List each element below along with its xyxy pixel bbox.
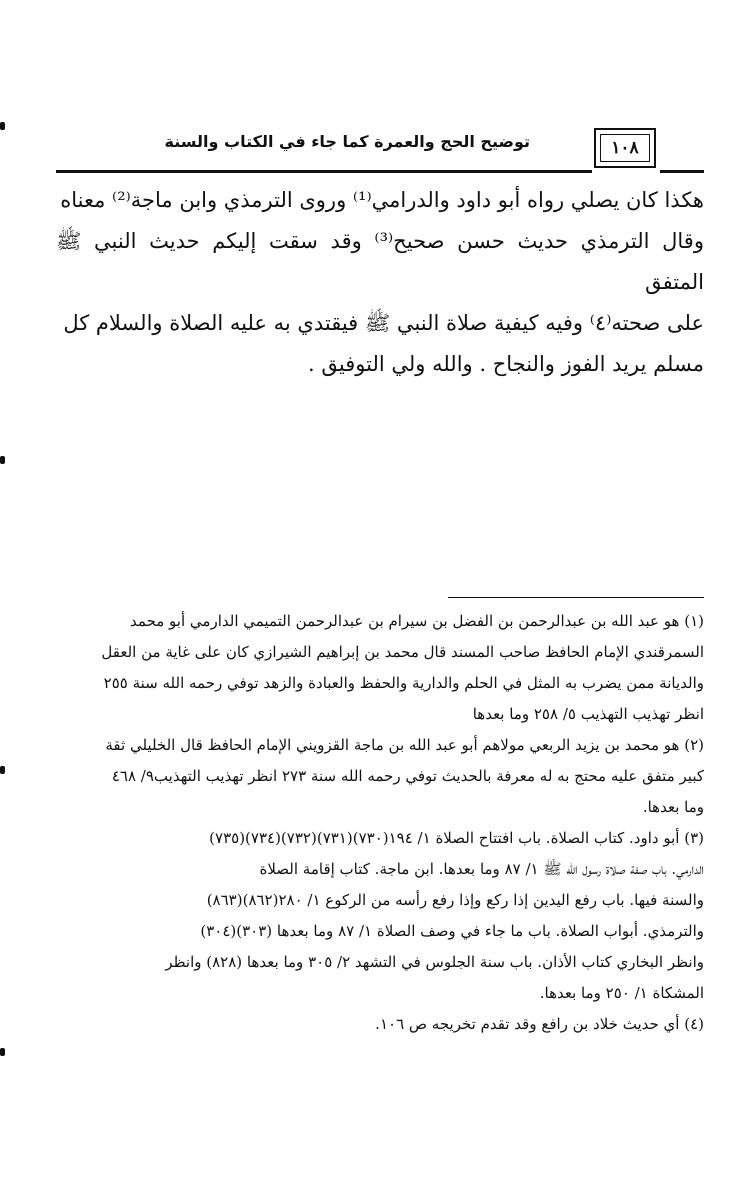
- footnote-3: [56, 823, 704, 1009]
- footnote-number: (١): [684, 612, 704, 630]
- footnote-line: السمرقندي الإمام الحافظ صاحب المسند قال محمد بن إبراهيم الشيرازي كان على غاية من العقل: [101, 643, 704, 661]
- footnote-text: أبو داود. كتاب الصلاة. باب افتتاح الصلاة ١/ ١٩٤(٧٣٠)(٧٣١)(٧٣٢)(٧٣٤)(٧٣٥): [209, 829, 680, 847]
- footnote-line: وانظر البخاري كتاب الأذان. باب سنة الجلوس في التشهد ٢/ ٣٠٥ وما بعدها (٨٢٨) وانظر: [165, 953, 704, 971]
- footnote-line: [56, 823, 704, 854]
- footnote-text: أي حديث خلاد بن رافع وقد تقدم تخريجه ص ١٠٦.: [375, 1015, 680, 1033]
- footnote-text: هو محمد بن يزيد الربعي مولاهم أبو عبد الله بن ماجة القزويني الإمام الحافظ قال الخليلي ثقة: [105, 736, 680, 754]
- footnote-line: كبير متفق عليه محتج به له معرفة بالحديث توفي رحمه الله سنة ٢٧٣ انظر تهذيب التهذيب٩/ ٤٦٨: [111, 767, 704, 785]
- footnote-line: [56, 1009, 704, 1040]
- scan-mark: [0, 456, 5, 464]
- footnote-4: [56, 1009, 704, 1040]
- footnote-number: (٣): [684, 829, 704, 847]
- footnote-line: وما بعدها.: [642, 798, 704, 816]
- footnote-line: والسنة فيها. باب رفع اليدين إذا ركع وإذا رفع رأسه من الركوع ١/ ٢٨٠(٨٦٢)(٨٦٣): [206, 891, 704, 909]
- text-line: وقال الترمذي حديث حسن صحيح⁽³⁾ وقد سقت إليكم حديث النبي ﷺ المتفق: [56, 229, 704, 294]
- page-number: ١٠٨: [600, 134, 650, 162]
- footnote-number: (٤): [684, 1015, 704, 1033]
- text-line: مسلم يريد الفوز والنجاح . والله ولي التوفيق .: [308, 352, 704, 376]
- header-rule: [56, 170, 592, 173]
- page-number-box: [594, 128, 656, 168]
- footnote-line: [56, 730, 704, 761]
- header-rule: [660, 170, 704, 173]
- footnote-line: [56, 606, 704, 637]
- text-line: على صحته⁽٤⁾ وفيه كيفية صلاة النبي ﷺ فيقتدي به عليه الصلاة والسلام كل: [63, 311, 704, 335]
- main-text: [56, 180, 704, 385]
- book-title: توضيح الحج والعمرة كما جاء في الكتاب والسنة: [164, 132, 530, 151]
- scan-mark: [0, 122, 5, 130]
- footnote-line: والترمذي. أبواب الصلاة. باب ما جاء في وصف الصلاة ١/ ٨٧ وما بعدها (٣٠٣)(٣٠٤): [200, 922, 704, 940]
- scan-mark: [0, 766, 5, 774]
- footnote-number: (٢): [684, 736, 704, 754]
- scan-mark: [0, 1048, 5, 1056]
- text-line: هكذا كان يصلي رواه أبو داود والدرامي⁽¹⁾ وروى الترمذي وابن ماجة⁽²⁾ معناه: [60, 188, 704, 212]
- footnotes: [56, 606, 704, 1040]
- footnote-1: [56, 606, 704, 730]
- footnote-2: [56, 730, 704, 823]
- running-header: [56, 128, 704, 174]
- footnote-line: والديانة ممن يضرب به المثل في الحلم والدارية والحفظ والعبادة والزهد توفي رحمه الله سنة ٢٥٥: [103, 674, 704, 692]
- footnote-line: الدارمي. باب صفة صلاة رسول الله ﷺ ١/ ٨٧ وما بعدها. ابن ماجة. كتاب إقامة الصلاة: [259, 860, 704, 878]
- footnote-line: المشكاة ١/ ٢٥٠ وما بعدها.: [539, 984, 704, 1002]
- footnote-line: انظر تهذيب التهذيب ٥/ ٢٥٨ وما بعدها: [472, 705, 704, 723]
- footnote-separator: [448, 597, 704, 598]
- footnote-text: هو عبد الله بن عبدالرحمن بن الفضل بن سيرام بن عبدالرحمن التميمي الدارمي أبو محمد: [130, 612, 680, 630]
